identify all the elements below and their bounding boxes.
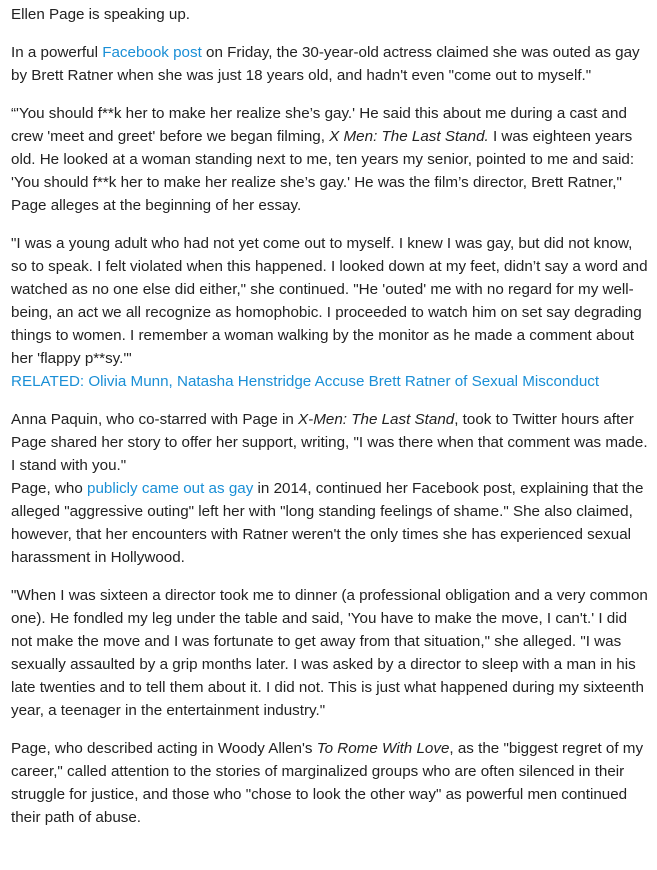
came-out-link[interactable]: publicly came out as gay <box>87 480 254 497</box>
paragraph-text: on Friday, the 30-year-old actress claimed she was outed as gay by Brett Ratner when she was just 18 years old, and hadn't even "come out to myself." <box>11 44 640 84</box>
paragraph-sixteen <box>11 584 649 722</box>
paragraph-facebook-post <box>11 41 649 87</box>
paragraph-intro <box>11 3 649 26</box>
paragraph-paquin <box>11 408 649 477</box>
paragraph-text: "When I was sixteen a director took me to dinner (a professional obligation and a very common one). He fondled my leg under the table and said, 'You have to make the move, I can't.' I did not make the move and I was fortunate to get away from that situation," she alleged. "I was sexually assaulted by a grip months later. I was asked by a director to sleep with a man in his late twenties and to tell them about it. I did not. This is just what happened during my sixteenth year, a teenager in the entertainment industry." <box>11 587 648 719</box>
paragraph-regret <box>11 737 649 829</box>
paragraph-text: Page, who described acting in Woody Allen's <box>11 740 317 757</box>
paragraph-came-out <box>11 477 649 569</box>
paragraph-text: In a powerful <box>11 44 103 61</box>
paragraph-quote-ratner <box>11 102 649 217</box>
paragraph-quote-outing <box>11 232 649 393</box>
paragraph-text: "I was a young adult who had not yet come out to myself. I knew I was gay, but did not know, so to speak. I felt violated when this happened. I looked down at my feet, didn’t say a word and watched as no one else did either," she continued. "He 'outed' me with no regard for my well-being, an act we all recognize as homophobic. I proceeded to watch him on set say degrading things to women. I remember a woman walking by the monitor as he made a comment about her 'flappy p**sy.'" <box>11 235 648 367</box>
paragraph-text: , as the "biggest regret of my career," called attention to the stories of marginalized groups who are often silenced in their struggle for justice, and those who "chose to look the other way" as powerful men continued their path of abuse. <box>11 740 644 826</box>
paragraph-text: Page, who <box>11 480 87 497</box>
paragraph-text: in 2014, continued her Facebook post, explaining that the alleged "aggressive outing" left her with "long standing feelings of shame." She also claimed, however, that her encounters with Ratner weren't the only times she has experienced sexual harassment in Hollywood. <box>11 480 644 566</box>
paragraph-intro-text: Ellen Page is speaking up. <box>11 6 190 23</box>
film-title: X Men: The Last Stand. <box>329 128 489 145</box>
paragraph-text: Anna Paquin, who co-starred with Page in <box>11 411 299 428</box>
paragraph-text: “'You should f**k her to make her realize she’s gay.' He said this about me during a cast and crew 'meet and greet' before we began filming, <box>11 105 627 145</box>
film-title: To Rome With Love <box>316 740 450 757</box>
paragraph-text: I was eighteen years old. He looked at a woman standing next to me, ten years my senior, pointed to me and said: 'You should f**k her to make her realize she’s gay.' He was the film’s director, Brett Ratner," Page alleges at the beginning of her essay. <box>11 128 635 214</box>
related-article-link[interactable]: RELATED: Olivia Munn, Natasha Henstridge Accuse Brett Ratner of Sexual Misconduct <box>11 373 600 390</box>
paragraph-text: , took to Twitter hours after Page shared her story to offer her support, writing, "I was there when that comment was made. I stand with you." <box>11 411 648 474</box>
facebook-post-link[interactable]: Facebook post <box>102 44 202 61</box>
film-title: X-Men: The Last Stand <box>298 411 455 428</box>
